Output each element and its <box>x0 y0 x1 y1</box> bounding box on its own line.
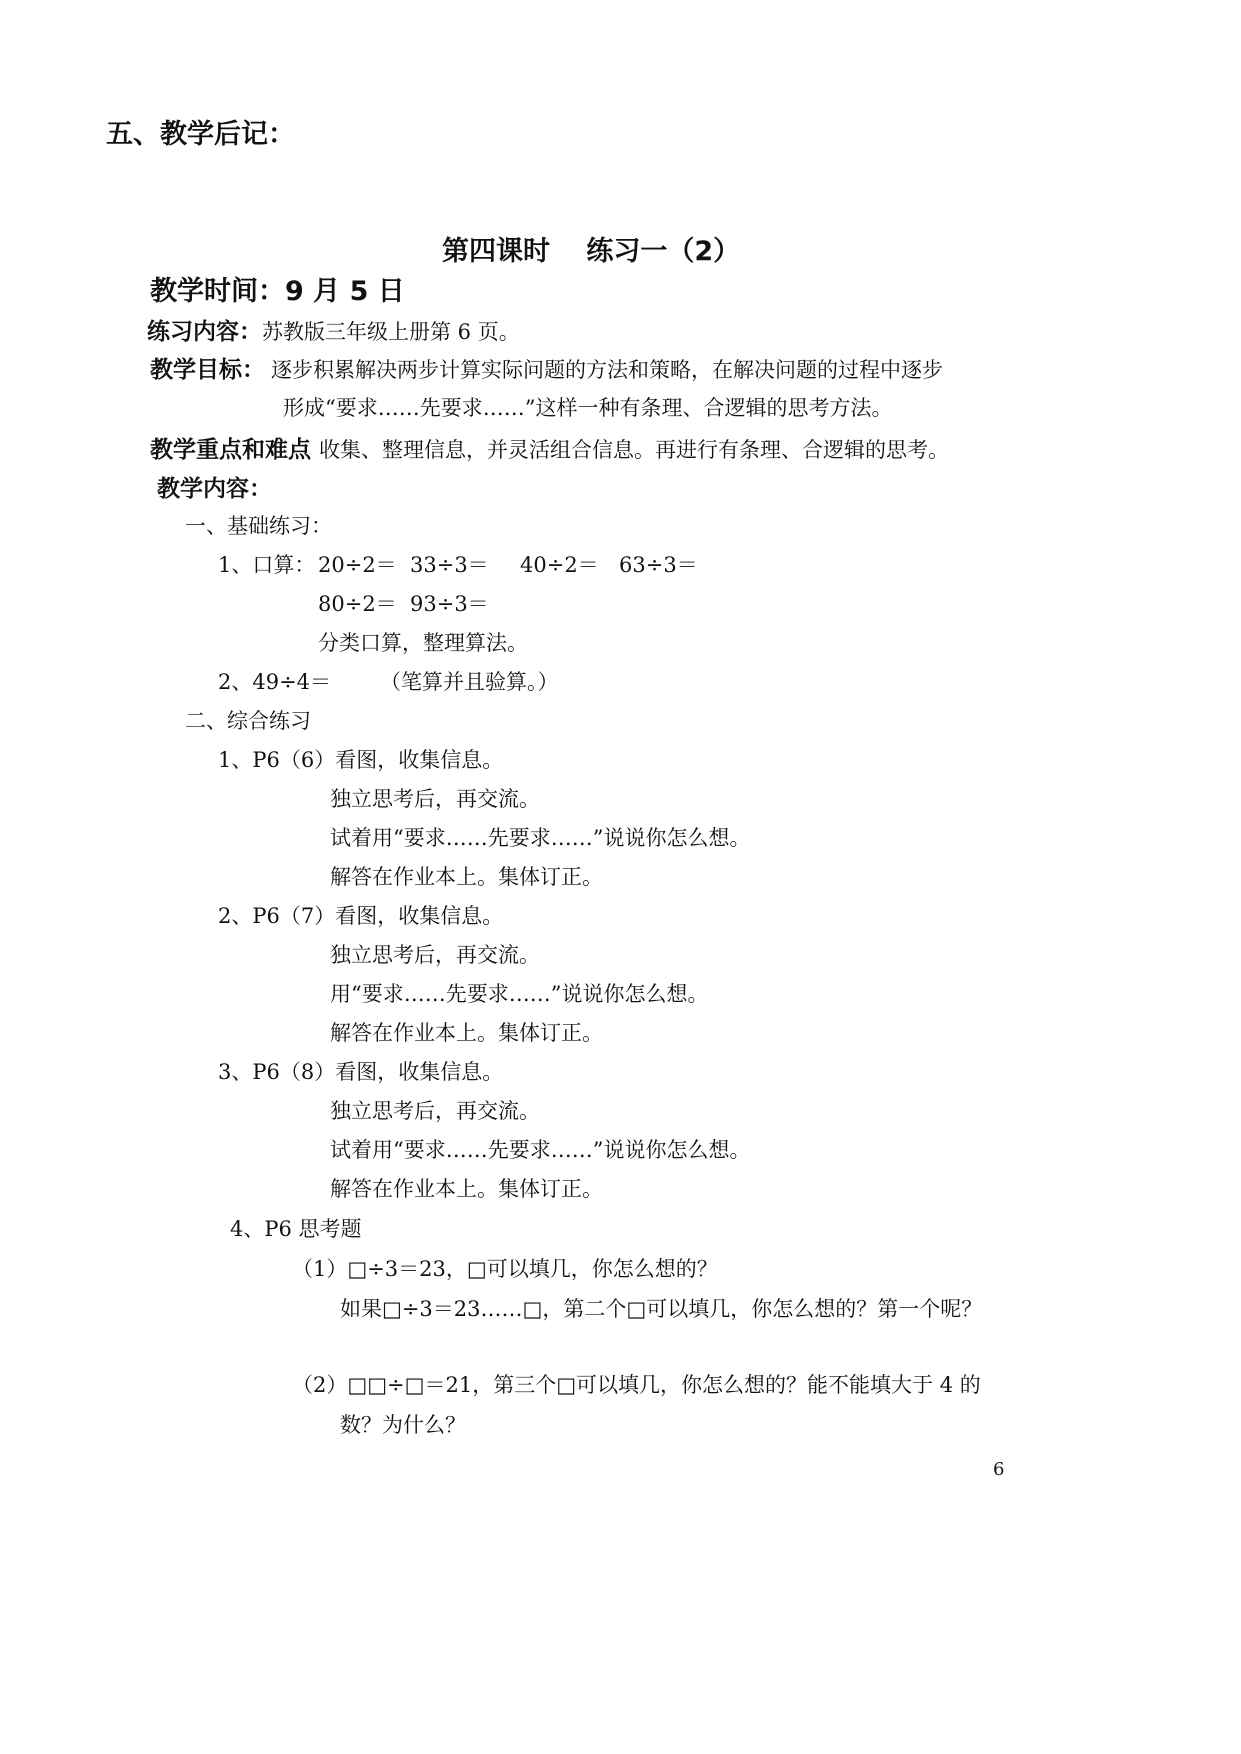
exercise-step: 解答在作业本上。集体订正。 <box>330 865 603 889</box>
oral-calc-note: 分类口算，整理算法。 <box>318 631 528 655</box>
oral-calc-item: 63÷3＝ <box>619 553 698 577</box>
key-points-label: 教学重点和难点 <box>150 437 311 463</box>
exercise-step: 解答在作业本上。集体订正。 <box>330 1177 603 1201</box>
teaching-time-label: 教学时间： <box>150 276 285 307</box>
exercise-step: 独立思考后，再交流。 <box>330 1099 540 1123</box>
thinking-question-heading: 4、P6 思考题 <box>230 1217 362 1241</box>
question-1-line1: （1）□÷3＝23，□可以填几，你怎么想的？ <box>292 1257 718 1281</box>
exercise-step: 用“要求……先要求……”说说你怎么想。 <box>330 982 709 1006</box>
oral-calc-item: 80÷2＝ <box>318 592 397 616</box>
lesson-title: 第四课时 练习一（2） <box>442 236 741 267</box>
page-number: 6 <box>993 1459 1005 1480</box>
question-1-line2: 如果□÷3＝23……□，第二个□可以填几，你怎么想的？第一个呢？ <box>340 1297 983 1321</box>
oral-calc-item: 93÷3＝ <box>410 592 489 616</box>
exercise-title: 1、P6（6）看图，收集信息。 <box>218 748 504 772</box>
exercise-title: 3、P6（8）看图，收集信息。 <box>218 1060 504 1084</box>
exercise-title: 2、P6（7）看图，收集信息。 <box>218 904 504 928</box>
practice-content-label: 练习内容： <box>147 319 262 345</box>
oral-calc-item: 20÷2＝ <box>318 553 397 577</box>
key-points <box>150 431 949 464</box>
exercise-step: 独立思考后，再交流。 <box>330 787 540 811</box>
practice-content-value: 苏教版三年级上册第 6 页。 <box>262 320 520 344</box>
written-calc: 2、49÷4＝ <box>218 670 332 694</box>
comprehensive-heading: 二、综合练习 <box>185 709 311 733</box>
teaching-content-label: 教学内容： <box>157 476 272 502</box>
oral-calc-item: 40÷2＝ <box>520 553 599 577</box>
key-points-value: 收集、整理信息，并灵活组合信息。再进行有条理、合逻辑的思考。 <box>319 438 949 462</box>
written-calc-note: （笔算并且验算。） <box>380 670 559 694</box>
teaching-goal-line1: 逐步积累解决两步计算实际问题的方法和策略，在解决问题的过程中逐步 <box>271 358 943 382</box>
teaching-time <box>150 269 405 308</box>
exercise-step: 试着用“要求……先要求……”说说你怎么想。 <box>330 1138 751 1162</box>
oral-calc-prefix: 1、口算： <box>218 553 316 577</box>
question-2-line1: （2）□□÷□＝21，第三个□可以填几，你怎么想的？能不能填大于 4 的 <box>292 1373 981 1397</box>
oral-calc-item: 33÷3＝ <box>410 553 489 577</box>
question-2-line2: 数？为什么？ <box>340 1413 466 1437</box>
exercise-step: 解答在作业本上。集体订正。 <box>330 1021 603 1045</box>
basic-heading: 一、基础练习： <box>185 514 332 538</box>
exercise-step: 独立思考后，再交流。 <box>330 943 540 967</box>
teaching-goal-line2: 形成“要求……先要求……”这样一种有条理、合逻辑的思考方法。 <box>283 396 893 420</box>
teaching-goal <box>150 351 943 384</box>
teaching-goal-label: 教学目标： <box>150 357 265 383</box>
exercise-step: 试着用“要求……先要求……”说说你怎么想。 <box>330 826 751 850</box>
section-heading: 五、教学后记： <box>106 119 295 150</box>
practice-content <box>147 313 520 346</box>
teaching-time-value: 9 月 5 日 <box>285 276 405 307</box>
